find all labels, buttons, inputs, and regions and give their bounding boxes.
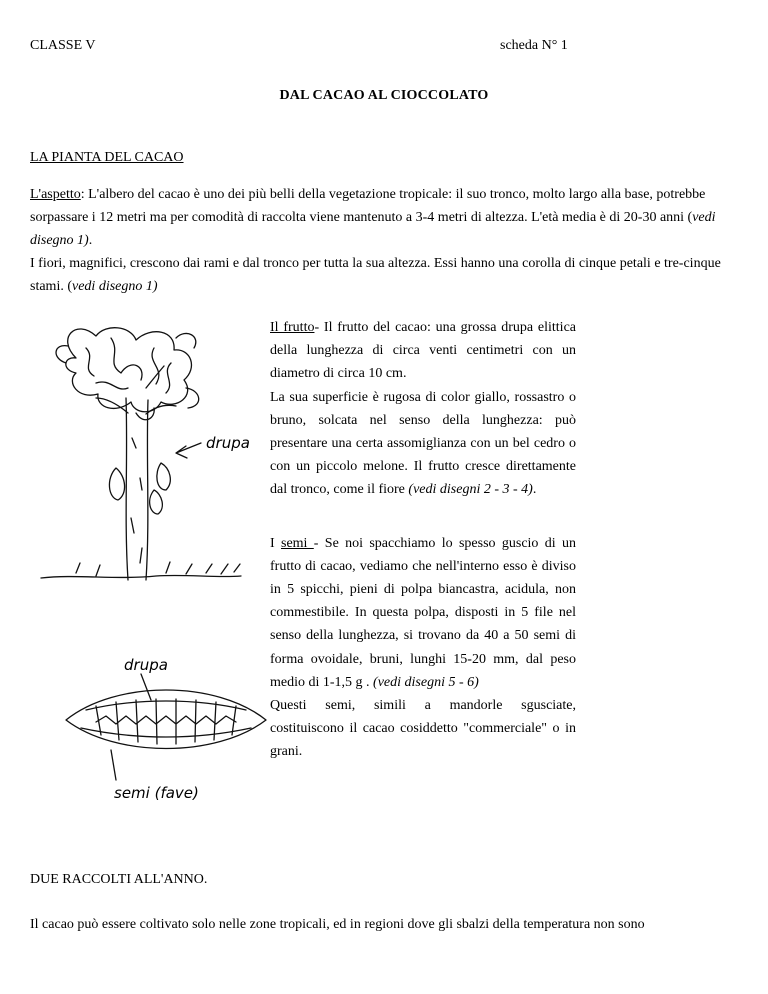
right-column (270, 316, 576, 764)
section-heading-pianta: LA PIANTA DEL CACAO (30, 150, 184, 165)
tree-drawing (36, 318, 266, 588)
frutto-text: - Il frutto del cacao: una grossa drupa elittica della lunghezza di circa venti centimetri con un diametro di circa 10 cm. (270, 320, 577, 382)
aspetto-ref: vedi disegno 1) (30, 210, 716, 248)
page-title: DAL CACAO AL CIOCCOLATO (279, 88, 489, 103)
aspetto-end: . (88, 233, 93, 248)
header-classe: CLASSE V (30, 38, 96, 53)
fiori-ref: vedi disegno 1) (72, 279, 158, 294)
aspetto-label: L'aspetto (30, 187, 81, 202)
drawing-label-drupa: drupa (206, 434, 250, 452)
semi-text: - Se noi spacchiamo lo spesso guscio di un frutto di cacao, vediamo che nell'interno esso è diviso in 5 spicchi, pieni di polpa biancastra, acidula, non commestibile. In questa polpa, disposti in 5 file nel senso della lunghezza, si trovano da 40 a 50 semi di forma ovoidale, bruni, lunghi 15-20 mm, dal peso medio di 1-1,5 g . (270, 535, 576, 690)
semi-paragraph (270, 532, 576, 694)
semi-ref: (vedi disegni 5 - 6) (373, 674, 479, 690)
cacao-pod (157, 463, 170, 490)
aspetto-text: : L'albero del cacao è uno dei più belli della vegetazione tropicale: il suo tronco, molto largo alla base, potrebbe sorpassare i 12 metri ma per comodità di raccolta viene mantenuto a 3-4 metri di altezza. L'età media è di 20-30 anni ( (30, 187, 706, 225)
ground-line (41, 575, 241, 578)
tree-trunk (126, 398, 148, 580)
semi-paragraph-2 (270, 694, 576, 764)
frutto-ref: (vedi disegni 2 - 3 - 4) (408, 482, 533, 498)
pod-outline (66, 690, 266, 749)
frutto-paragraph (270, 316, 576, 386)
bottom-paragraph: Il cacao può essere coltivato solo nelle zone tropicali, ed in regioni dove gli sbalzi della temperatura non sono (30, 917, 645, 932)
drawing-label-semi: semi (fave) (114, 784, 199, 802)
semi-prefix: I (270, 535, 281, 551)
frutto-end: . (532, 482, 537, 498)
drawing-label-drupa-top: drupa (124, 656, 168, 674)
arrow-drupa (176, 443, 201, 458)
frutto-label: Il frutto (270, 320, 315, 335)
header-scheda: scheda N° 1 (500, 38, 568, 53)
frutto-text2: La sua superficie è rugosa di color giallo, rossastro o bruno, solcata nel senso della lunghezza: può presentare una certa assomiglianza con un bel cedro o con un piccolo melone. Il frutto cresce direttamente dal tronco, come il fiore (270, 389, 576, 498)
pod-drawing (56, 640, 276, 810)
semi-text2: Questi semi, simili a mandorle sgusciate, costituiscono il cacao cosiddetto "commerciale" o in grani. (270, 698, 576, 760)
aspetto-paragraph (30, 183, 738, 252)
fiori-text: I fiori, magnifici, crescono dai rami e dal tronco per tutta la sua altezza. Essi hanno una corolla di cinque petali e tre-cinque stami. ( (30, 256, 721, 294)
cacao-pod (150, 490, 163, 514)
intro-paragraph (30, 183, 738, 298)
section-heading-raccolti: DUE RACCOLTI ALL'ANNO. (30, 872, 208, 887)
tree-foliage (66, 328, 192, 412)
cacao-pod (109, 468, 124, 500)
fiori-paragraph (30, 252, 738, 298)
frutto-paragraph-2 (270, 386, 576, 502)
semi-label: semi (281, 535, 314, 551)
